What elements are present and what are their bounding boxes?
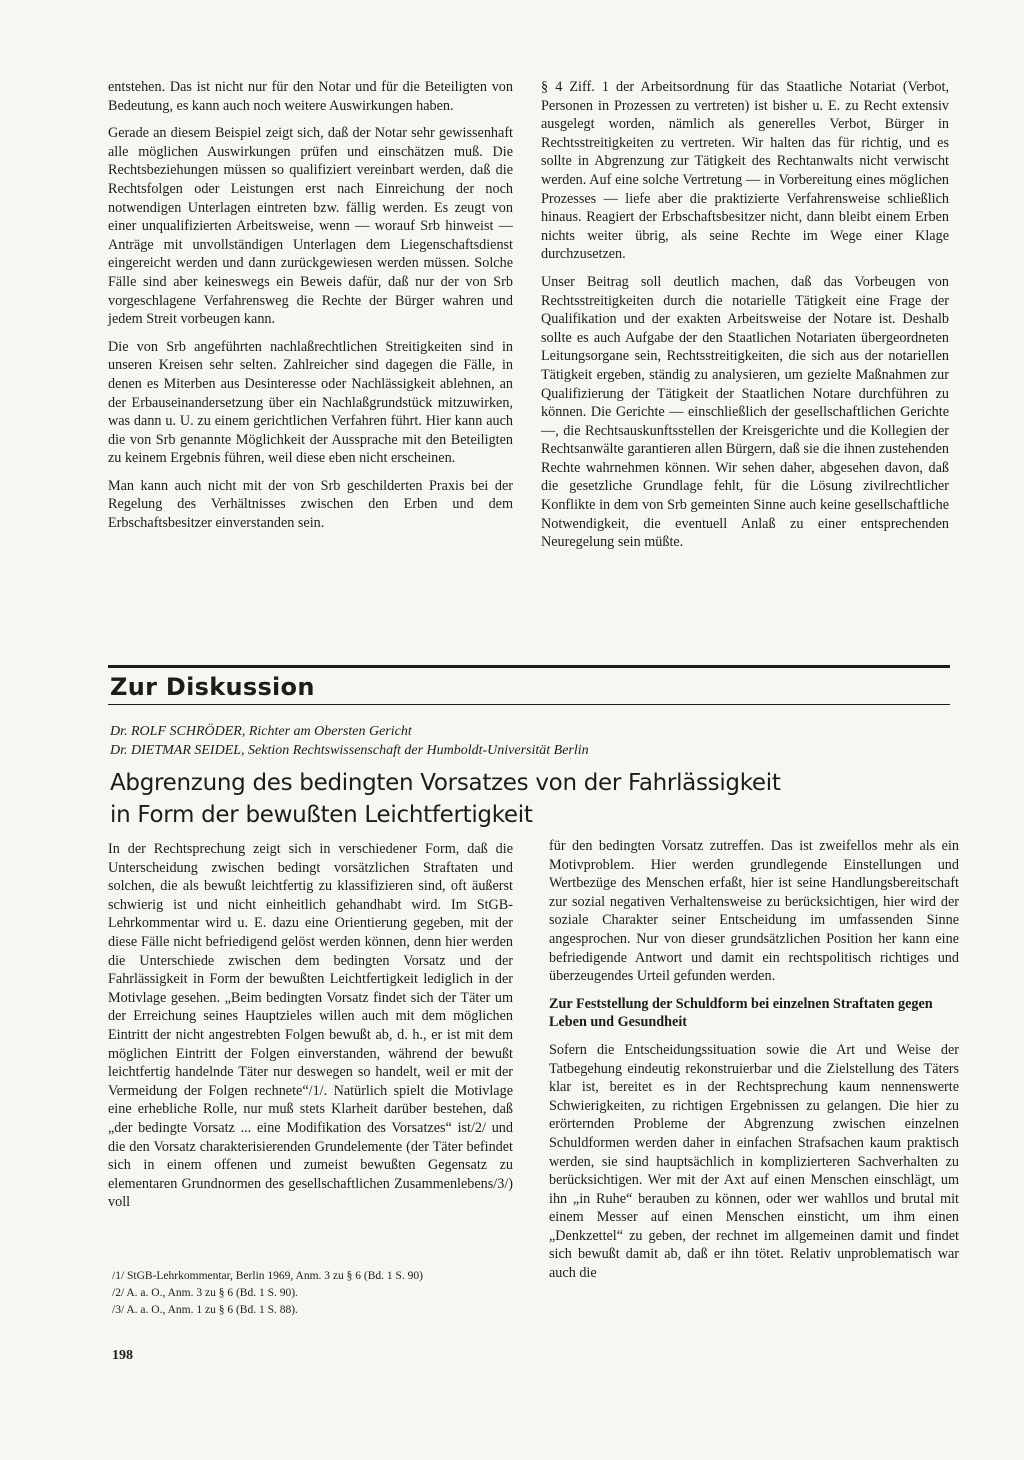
paragraph: Sofern die Entscheidungssituation sowie die Art und Weise der Tatbegehung eindeutig rekonstruierbar und die Zielstellung des Täters klar ist, bereitet es in der Rechtsprechung kaum nennenswerte Schwierigkeiten, zu richtigen Ergebnissen zu gelangen. Die hier zu erörternden Probleme der Abgrenzung zwischen einzelnen Schuldformen werden daher in einfachen Strafsachen kaum praktisch werden, sie sind hauptsächlich in komplizierteren Sachverhalten zu berücksichtigen. Wer mit der Axt auf einen Menschen einschlägt, um ihn „in Ruhe“ berauben zu können, oder wer wahllos und brutal mit einem Messer auf einen Menschen einsticht, um ihm einen „Denkzettel“ zu geben, der rechnet im allgemeinen damit und findet sich bewußt damit ab, daß er ihn tötet. Relativ unproblematisch war auch die xyxy=(549,1041,959,1282)
author-line: Dr. ROLF SCHRÖDER, Richter am Obersten Gericht xyxy=(110,724,412,739)
section-heading: Zur Diskussion xyxy=(110,673,315,701)
article-title-line: Abgrenzung des bedingten Vorsatzes von der Fahrlässigkeit xyxy=(110,770,781,796)
section-rule-bottom xyxy=(108,704,950,705)
article-title-line: in Form der bewußten Leichtfertigkeit xyxy=(110,802,533,828)
paragraph: Die von Srb angeführten nachlaßrechtlichen Streitigkeiten sind in unseren Kreisen sehr selten. Zahlreicher sind dagegen die Fälle, in denen es Miterben aus Desinteresse oder Nachlässigkeit ablehnen, an der Erbauseinandersetzung über ein Nachlaßgrundstück mitzuwirken, was dann u. U. zu einem gerichtlichen Verfahren führt. Hier kann auch die von Srb genannte Möglichkeit der Aussprache mit den Beteiligten zu keinem Ergebnis führen, weil diese eben nicht erscheinen. xyxy=(108,338,513,467)
footnote: /2/ A. a. O., Anm. 3 zu § 6 (Bd. 1 S. 90). xyxy=(112,1287,298,1299)
paragraph: entstehen. Das ist nicht nur für den Notar und für die Beteiligten von Bedeutung, es kann auch noch weitere Auswirkungen haben. xyxy=(108,79,513,114)
author-line: Dr. DIETMAR SEIDEL, Sektion Rechtswissenschaft der Humboldt-Universität Berlin xyxy=(110,743,589,758)
footnotes xyxy=(112,1268,423,1319)
article-title xyxy=(110,767,870,831)
section-rule-top xyxy=(108,665,950,668)
paragraph: Gerade an diesem Beispiel zeigt sich, daß der Notar sehr gewissenhaft alle möglichen Auswirkungen prüfen und einschätzen muß. Die Rechtsbeziehungen müssen so qualifiziert vereinbart werden, daß die Rechtsfolgen oder Leistungen erst nach Einreichung der noch notwendigen Unterlagen eintreten bzw. fällig werden. Es zeugt von einer unqualifizierten Arbeitsweise, wenn — worauf Srb hinweist — Anträge mit unvollständigen Unterlagen dem Liegenschaftsdienst eingereicht werden und dann zurückgewiesen werden müssen. Solche Fälle sind aber keineswegs ein Beweis dafür, daß nur der von Srb vorgeschlagene Verfahrensweg die Rechte der Bürger wahren und jedem Streit vorbeugen kann. xyxy=(108,125,513,328)
paragraph: Unser Beitrag soll deutlich machen, daß das Vorbeugen von Rechtsstreitigkeiten durch die notarielle Tätigkeit eine Frage der Qualifikation und der exakten Arbeitsweise der Notare ist. Deshalb sollte es auch Aufgabe der den Staatlichen Notariaten übergeordneten Leitungsorgane sein, Rechtsstreitigkeiten, die sich aus der notariellen Tätigkeit ergeben, ständig zu analysieren, um gezielte Maßnahmen zur Qualifizierung der Tätigkeit der Staatlichen Notare durchführen zu können. Die Gerichte — einschließlich der gesellschaftlichen Gerichte —, die Rechtsauskunftsstellen der Kreisgerichte und die Kollegien der Rechtsanwälte garantieren allen Bürgern, daß sie die ihnen zustehenden Rechte wahrnehmen können. Wir sehen daher, abgesehen davon, daß die gesetzliche Grundlage fehlt, für die Lösung zivilrechtlicher Konflikte in dem von Srb gemeinten Sinne auch keine gesellschaftliche Notwendigkeit, die eventuell Anlaß zu einer entsprechenden Neuregelung sein müßte. xyxy=(541,273,949,551)
paragraph: § 4 Ziff. 1 der Arbeitsordnung für das Staatliche Notariat (Verbot, Personen in Prozessen zu vertreten) ist bisher u. E. zu Recht extensiv ausgelegt worden, nämlich als generelles Verbot, Bürger in Rechtsstreitigkeiten zu vertreten. Wir halten das für richtig, und es sollte in Abgrenzung zur Tätigkeit des Rechtanwalts nicht verwischt werden. Auf eine solche Vertretung — in Vorbereitung eines möglichen Prozesses — liefe aber die praktizierte Verfahrensweise schließlich hinaus. Reagiert der Erbschaftsbesitzer nicht, dann bleibt einem Erben nichts weiter übrig, als seine Rechte im Wege einer Klage durchzusetzen. xyxy=(541,79,949,263)
footnote: /1/ StGB-Lehrkommentar, Berlin 1969, Anm. 3 zu § 6 (Bd. 1 S. 90) xyxy=(112,1270,423,1282)
paragraph: In der Rechtsprechung zeigt sich in verschiedener Form, daß die Unterscheidung zwischen bedingt vorsätzlichen Straftaten und solchen, die als bewußt leichtfertig zu klassifizieren sind, oft äußerst schwierig ist und nicht einheitlich gehandhabt wird. Im StGB-Lehrkommentar wird u. E. dazu eine Orientierung gegeben, mit der diese Fälle nicht befriedigend gelöst werden können, denn hier werden die Unterschiede zwischen dem bedingten Vorsatz und der Fahrlässigkeit in Form der bewußten Leichtfertigkeit lediglich in der Motivlage gesehen. „Beim bedingten Vorsatz findet sich der Täter um der Erreichung seines Hauptzieles willen auch mit dem möglichen Eintritt der nicht angestrebten Folgen bewußt ab, d. h., er ist mit dem möglichen Eintritt der Folgen einverstanden, während der bewußt leichtfertig handelnde Täter nur deswegen so handelt, weil er mit der Vermeidung der Folgen rechnete“/1/. Natürlich spielt die Motivlage eine erhebliche Rolle, nur muß stets Klarheit darüber bestehen, daß „der bedingte Vorsatz ... eine Modifikation des Vorsatzes“ ist/2/ und die den Vorsatz charakterisierenden Grundelemente (der Täter befindet sich in einem offenen und zumeist bewußten Gegensatz zu elementaren Grundnormen des gesellschaftlichen Zusammenlebens/3/) voll xyxy=(108,841,513,1211)
paragraph: Man kann auch nicht mit der von Srb geschilderten Praxis bei der Regelung des Verhältnisses zwischen den Erben und dem Erbschaftsbesitzer einverstanden sein. xyxy=(108,477,513,532)
paragraph: für den bedingten Vorsatz zutreffen. Das ist zweifellos mehr als ein Motivproblem. Hier werden grundlegende Einstellungen und Wertbezüge des Menschen erfaßt, hier ist seine Handlungsbereitschaft zur sozial negativen Verhaltensweise zu berücksichtigen, hier wird der soziale Charakter seiner Entscheidung im umfassenden Sinne angesprochen. Nur von dieser grundsätzlichen Position her kann eine befriedigende Antwort und damit ein rechtspolitisch richtiges und überzeugendes Urteil gefunden werden. xyxy=(549,838,959,985)
author-list xyxy=(110,722,589,760)
top-left-column xyxy=(108,78,513,542)
subheading: Zur Feststellung der Schuldform bei einzelnen Straftaten gegen Leben und Gesundheit xyxy=(549,995,933,1031)
footnote: /3/ A. a. O., Anm. 1 zu § 6 (Bd. 1 S. 88). xyxy=(112,1304,298,1316)
bottom-right-column xyxy=(549,837,959,1292)
top-right-column xyxy=(541,78,949,561)
bottom-left-column xyxy=(108,840,513,1221)
page-number: 198 xyxy=(112,1348,133,1363)
